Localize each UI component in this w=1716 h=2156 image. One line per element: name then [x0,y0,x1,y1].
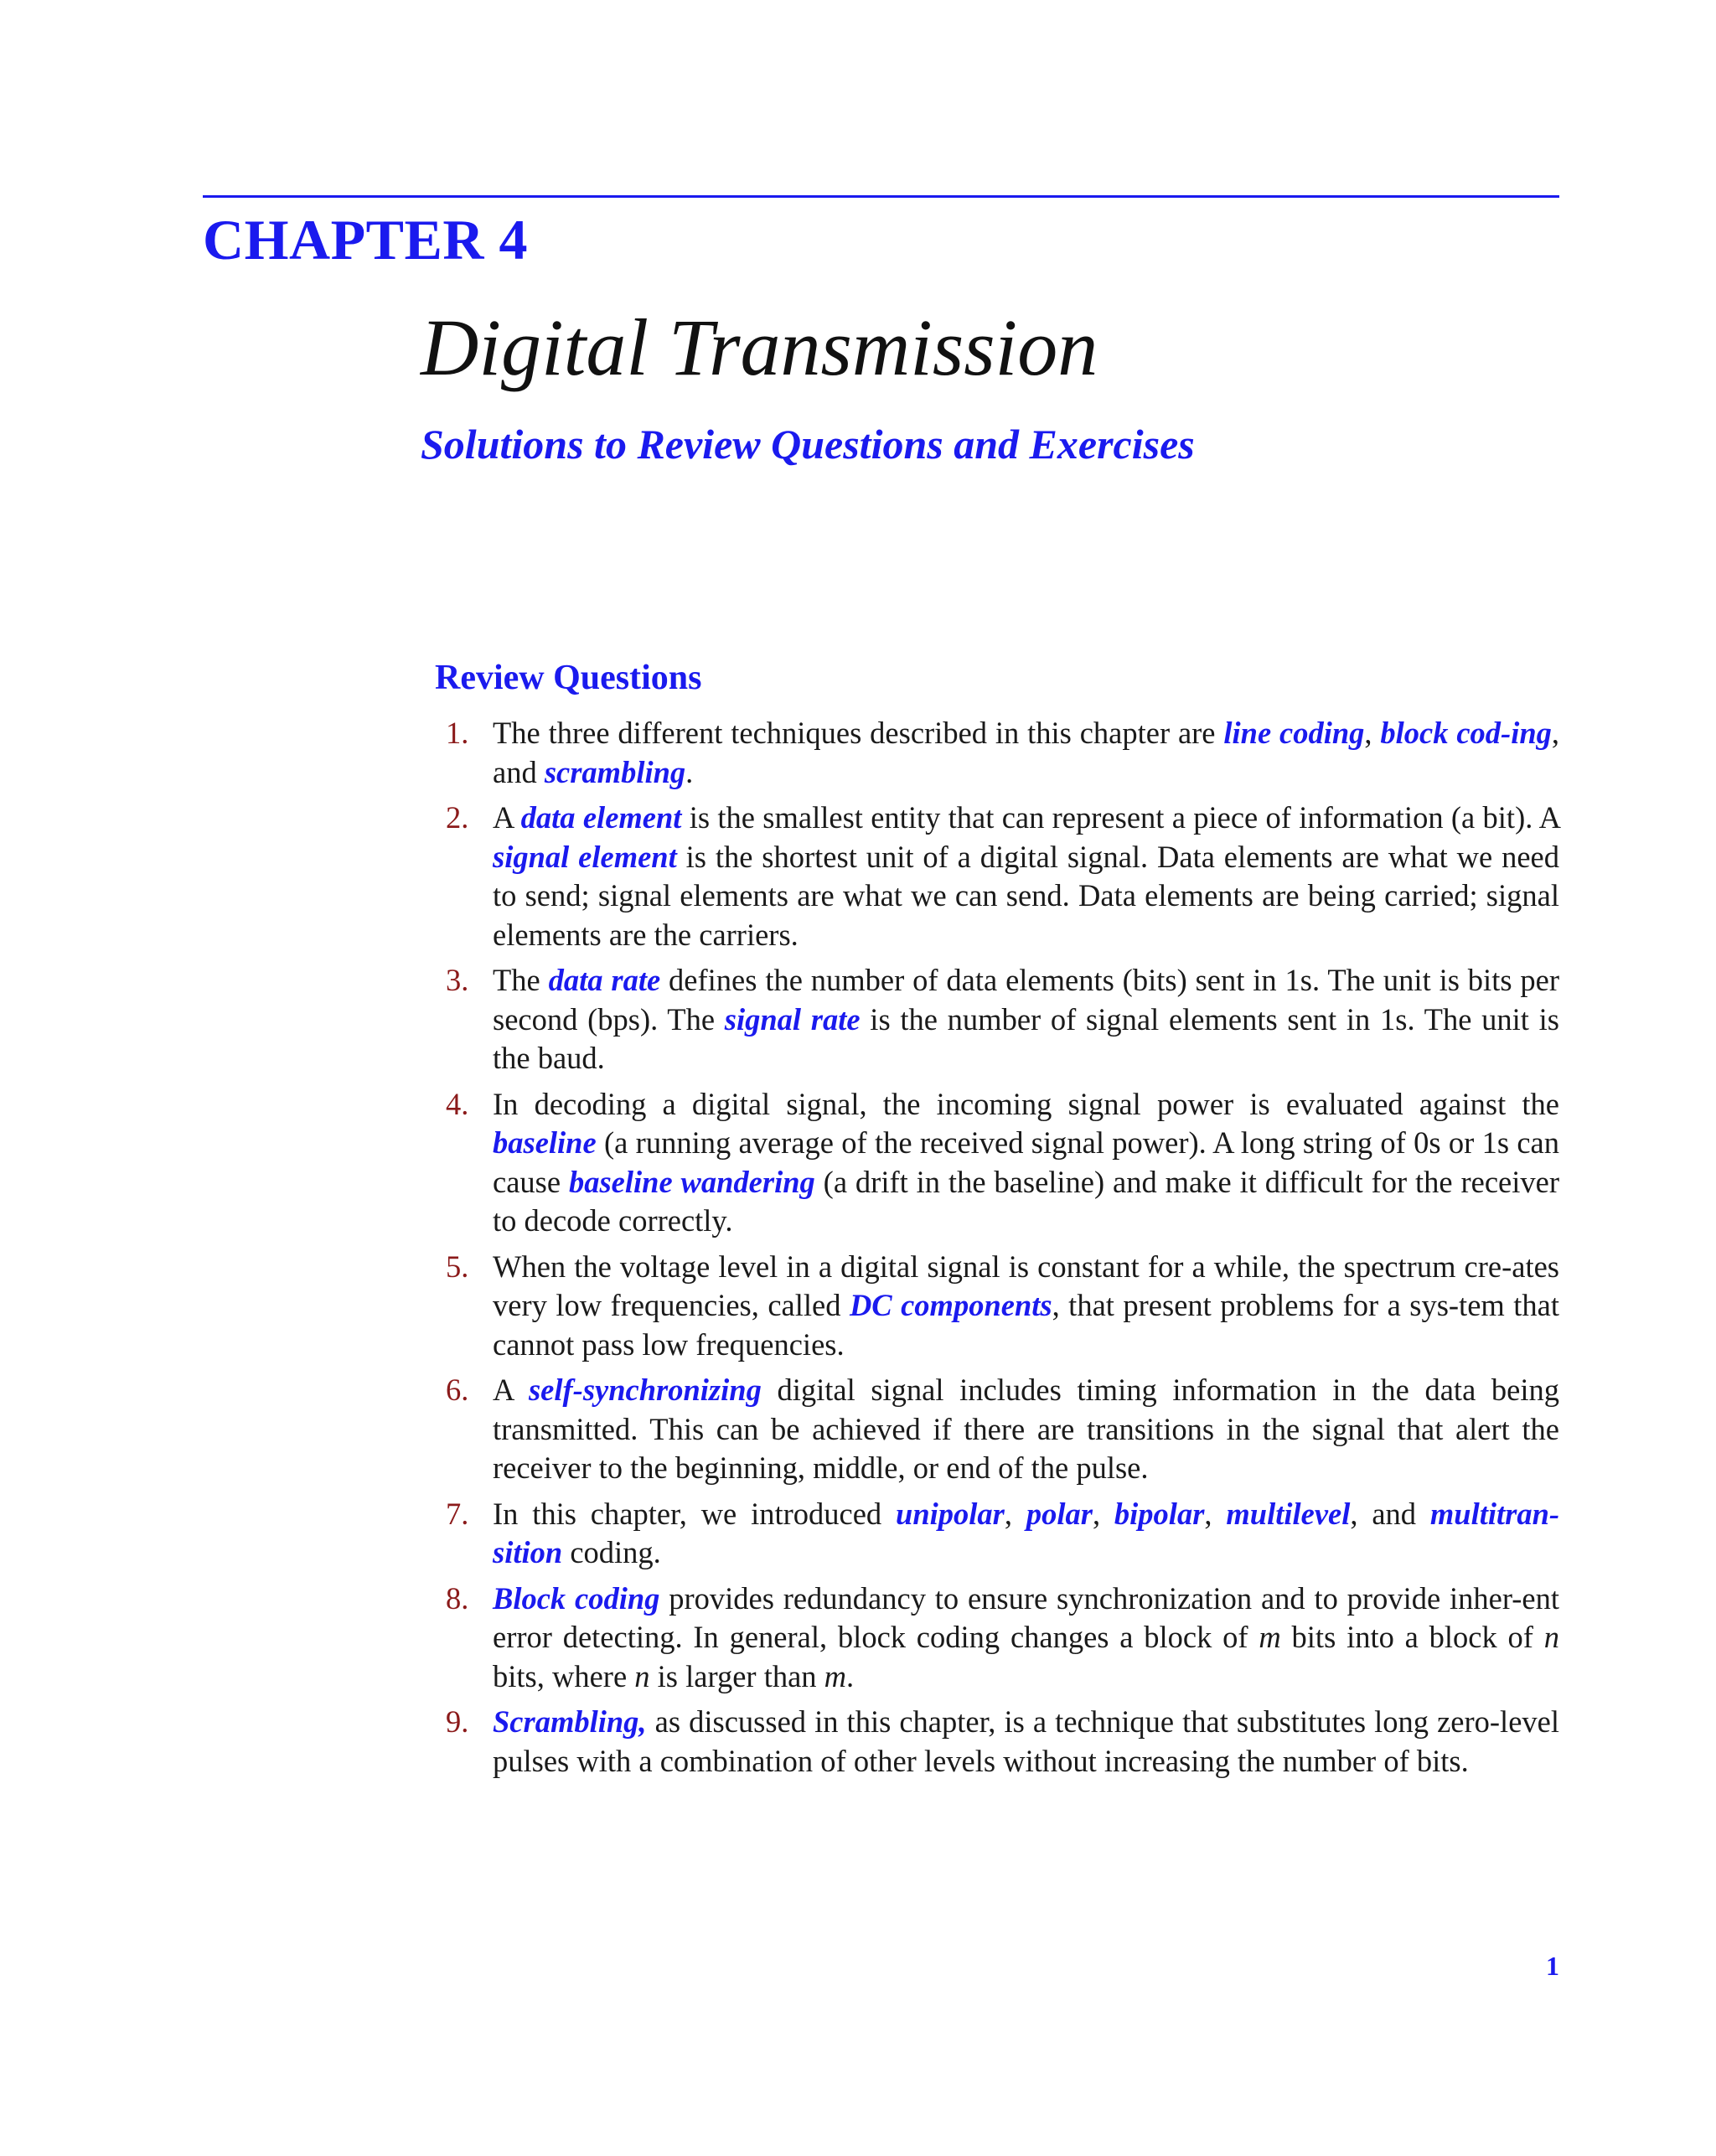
question-number: 6. [446,1373,469,1407]
question-text: is the shortest unit of a digital signal. Data elements are what we need to send; signal elements are what we can send. Data elements are being carried; signal elements are the carriers. [493,839,1559,952]
section-heading-review-questions: Review Questions [435,659,702,697]
question-text: The three different techniques described in this chapter are [493,716,1224,750]
key-term: Block coding [493,1580,660,1616]
key-term: block cod-ing [1380,716,1552,750]
math-variable: n [634,1658,650,1693]
key-term: multitran-sition [493,1496,1560,1569]
question-text: bits into a block of [1280,1620,1544,1654]
review-question-item [446,961,1559,1078]
question-text: (a drift in the baseline) and make it difficult for the receiver to decode correctly. [493,1164,1559,1238]
review-question-item [446,1495,1559,1573]
question-text: In this chapter, we introduced [493,1496,897,1531]
question-text: as discussed in this chapter, is a technique that substitutes long zero-level pulses with a combination of other levels without increasing the number of bits. [493,1704,1559,1778]
question-text: is the smallest entity that can represent a piece of information (a bit). A [681,800,1559,835]
review-question-item [446,1371,1559,1488]
question-text: , [1364,716,1381,750]
question-text: provides redundancy to ensure synchronization and to provide inher-ent error detecting. In general, block coding changes a block of [493,1580,1560,1654]
review-questions-list [446,714,1559,1787]
question-text: is the number of signal elements sent in 1s. The unit is the baud. [493,1001,1559,1075]
key-term: polar [1026,1496,1093,1531]
key-term: bipolar [1114,1496,1205,1531]
question-text: In decoding a digital signal, the incoming signal power is evaluated against the [493,1086,1559,1121]
question-text: When the voltage level in a digital signal is constant for a while, the spectrum cre-ates very low frequencies, called [493,1249,1559,1322]
question-number: 4. [446,1086,469,1121]
question-number: 8. [446,1580,469,1616]
question-text: , that present problems for a sys-tem that cannot pass low frequencies. [493,1288,1559,1362]
question-text: bits, where [493,1658,635,1693]
chapter-title: Digital Transmission [421,302,1098,392]
question-text: . [846,1658,855,1693]
page-number: 1 [1546,1951,1559,1981]
question-text: , [1092,1496,1114,1531]
question-text: (a running average of the received signal power). A long string of 0s or 1s can cause [493,1125,1559,1199]
header-rule [203,195,1559,198]
question-text: defines the number of data elements (bits) sent in 1s. The unit is bits per second (bps). The [493,963,1560,1037]
question-text: , [1204,1496,1227,1531]
question-text: A [493,1373,529,1407]
key-term: data element [520,800,682,835]
question-text: , and [493,716,1560,789]
question-number: 7. [446,1496,469,1531]
review-question-item [446,799,1559,954]
question-text: digital signal includes timing information in the data being transmitted. This can be achieved if there are transitions in the signal that alert the receiver to the beginning, middle, or end of the pulse. [493,1373,1559,1485]
chapter-label: CHAPTER 4 [203,208,528,271]
review-question-item [446,714,1559,792]
question-text: is larger than [649,1658,824,1693]
question-text: coding. [562,1535,661,1569]
question-number: 5. [446,1249,469,1284]
question-number: 9. [446,1704,469,1739]
review-question-item [446,1703,1559,1781]
question-number: 3. [446,963,469,997]
key-term: scrambling [544,754,686,789]
question-text: , and [1350,1496,1430,1531]
key-term: data rate [548,963,661,997]
question-number: 2. [446,800,469,835]
math-variable: n [1543,1620,1559,1654]
question-text: The [493,963,549,997]
key-term: baseline wandering [568,1164,815,1199]
question-text: A [493,800,521,835]
key-term: signal element [493,839,677,874]
key-term: Scrambling, [493,1704,647,1739]
key-term: DC components [849,1288,1052,1322]
key-term: multilevel [1226,1496,1351,1531]
chapter-subtitle: Solutions to Review Questions and Exercises [421,421,1195,468]
review-question-item [446,1085,1559,1241]
key-term: baseline [493,1125,597,1160]
math-variable: m [1259,1620,1281,1654]
key-term: line coding [1223,716,1365,750]
math-variable: m [824,1658,847,1693]
question-number: 1. [446,716,469,750]
key-term: unipolar [896,1496,1005,1531]
question-text: , [1004,1496,1026,1531]
question-text: . [685,754,694,789]
key-term: self-synchronizing [528,1373,762,1407]
key-term: signal rate [724,1001,861,1037]
review-question-item [446,1580,1559,1697]
review-question-item [446,1248,1559,1365]
